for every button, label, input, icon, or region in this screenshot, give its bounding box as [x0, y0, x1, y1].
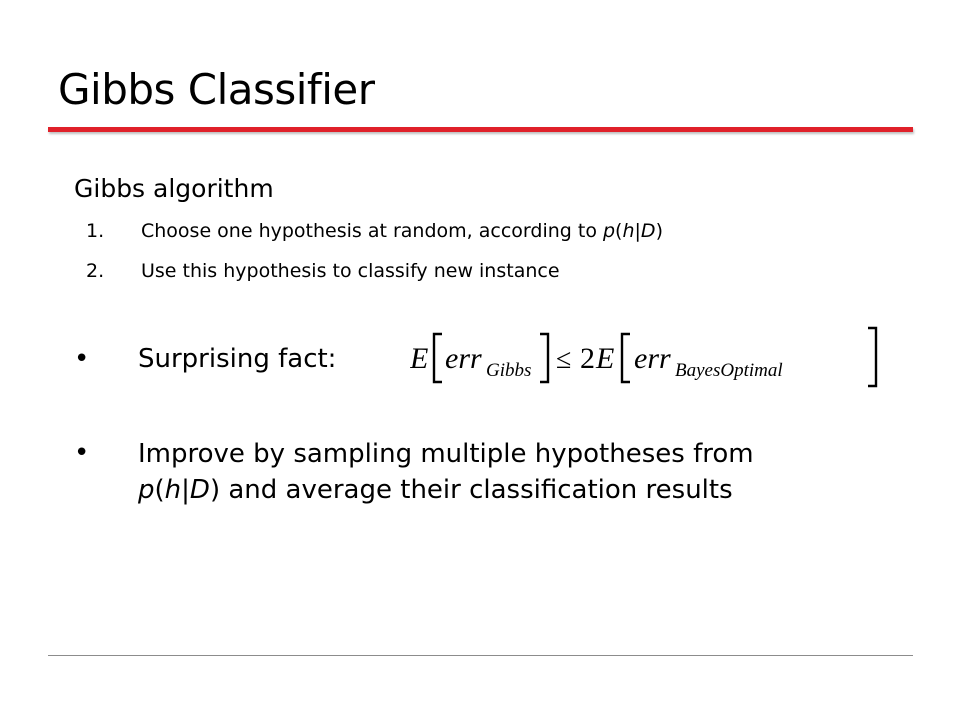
- formula-sub1: Gibbs: [486, 360, 532, 381]
- step-text: Choose one hypothesis at random, according to p(h|D): [141, 220, 663, 242]
- formula-relation: ≤: [556, 344, 572, 375]
- bullet-text: Surprising fact:: [138, 344, 337, 374]
- slide-title: Gibbs Classifier: [58, 65, 375, 114]
- formula-coef: 2: [580, 342, 595, 375]
- bullet-line-1: Improve by sampling multiple hypotheses from: [138, 439, 754, 469]
- step-number: 1.: [86, 220, 105, 242]
- left-bracket-2: [622, 334, 630, 382]
- section-heading: Gibbs algorithm: [74, 174, 274, 203]
- bullet-line-2: p(h|D) and average their classification results: [138, 475, 733, 505]
- footer-divider: [48, 655, 913, 656]
- left-bracket-1: [434, 334, 442, 382]
- formula-E1: E: [410, 342, 429, 375]
- formula-sub2: BayesOptimal: [675, 360, 783, 381]
- bound-formula: [410, 326, 880, 388]
- right-bracket-1: [540, 334, 548, 382]
- formula-err1: err: [445, 342, 482, 375]
- formula-E2: E: [596, 342, 615, 375]
- step-text: Use this hypothesis to classify new instance: [141, 260, 560, 282]
- step-number: 2.: [86, 260, 105, 282]
- right-bracket-2: [868, 328, 876, 386]
- bullet-icon: •: [74, 344, 90, 374]
- formula-err2: err: [634, 342, 671, 375]
- bullet-icon: •: [74, 438, 90, 468]
- bullet-text: [138, 436, 868, 508]
- title-underline: [48, 127, 913, 132]
